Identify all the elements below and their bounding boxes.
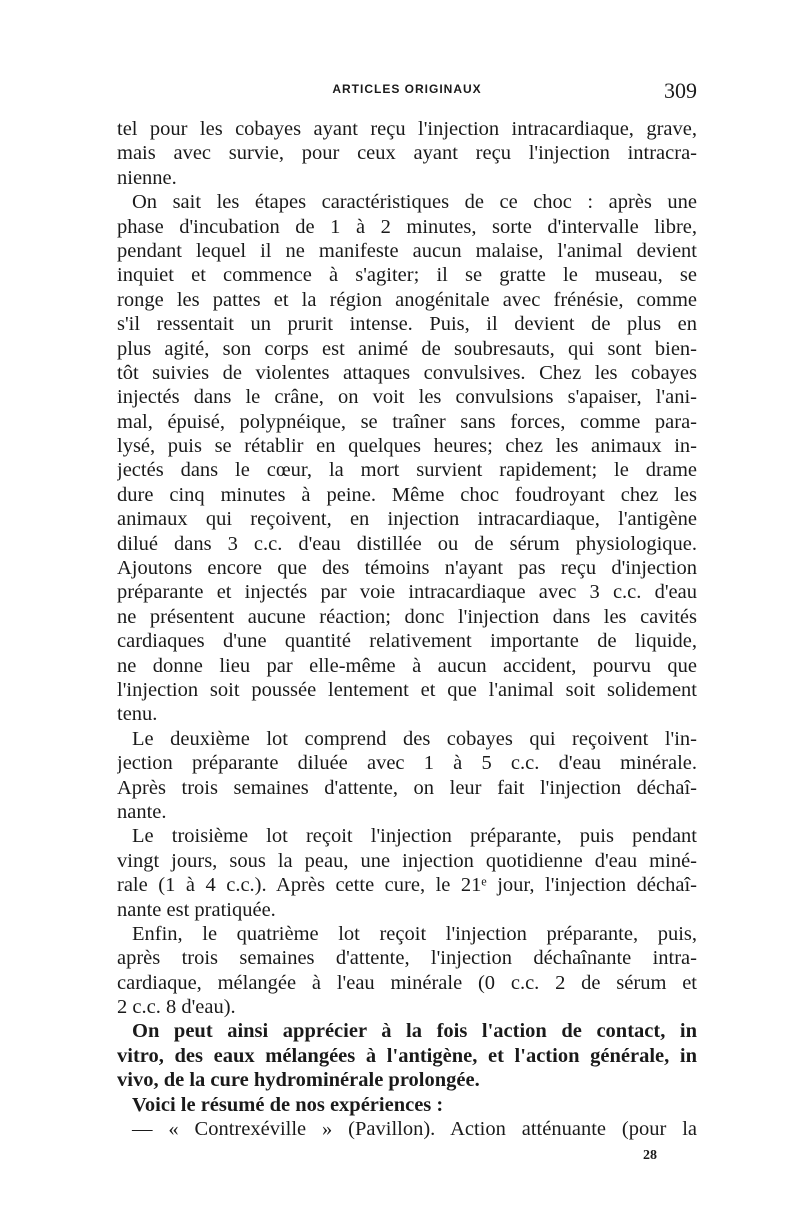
text-line: mal, épuisé, polypnéique, se traîner sans forces, comme para-: [117, 410, 697, 433]
text-line: On peut ainsi apprécier à la fois l'action de contact, in: [132, 1020, 697, 1043]
text-line: préparante et injectés par voie intracardiaque avec 3 c.c. d'eau: [117, 581, 697, 604]
text-line: pendant lequel il ne manifeste aucun malaise, l'animal devient: [117, 239, 697, 262]
text-line: tel pour les cobayes ayant reçu l'injection intracardiaque, grave,: [117, 118, 697, 140]
text-line: — « Contrexéville » (Pavillon). Action atténuante (pour la: [132, 1118, 697, 1141]
text-line: ronge les pattes et la région anogénitale avec frénésie, comme: [117, 288, 697, 311]
text-line: dilué dans 3 c.c. d'eau distillée ou de sérum physiologique.: [117, 532, 697, 555]
text-line: Le troisième lot reçoit l'injection préparante, puis pendant: [132, 825, 697, 848]
text-line: jection préparante diluée avec 1 à 5 c.c. d'eau minérale.: [117, 752, 697, 775]
text-line: s'il ressentait un prurit intense. Puis, il devient de plus en: [117, 313, 697, 336]
text-line: tôt suivies de violentes attaques convulsives. Chez les cobayes: [117, 361, 697, 384]
text-line: tenu.: [117, 703, 158, 726]
text-line: inquiet et commence à s'agiter; il se gratte le museau, se: [117, 264, 697, 287]
text-line: rale (1 à 4 c.c.). Après cette cure, le 21ᵉ jour, l'injection déchaî-: [117, 874, 697, 897]
text-line: cardiaques d'une quantité relativement importante de liquide,: [117, 630, 697, 653]
text-line: lysé, puis se rétablir en quelques heures; chez les animaux in-: [117, 435, 697, 458]
text-line: Le deuxième lot comprend des cobayes qui reçoivent l'in-: [132, 727, 697, 750]
body-text: [117, 117, 697, 1141]
text-line: Enfin, le quatrième lot reçoit l'injection préparante, puis,: [132, 922, 697, 945]
signature-mark: 28: [643, 1148, 657, 1163]
text-line: mais avec survie, pour ceux ayant reçu l'injection intracra-: [117, 142, 697, 165]
text-line: On sait les étapes caractéristiques de ce choc : après une: [132, 191, 697, 214]
text-line: vivo, de la cure hydrominérale prolongée.: [117, 1069, 480, 1092]
text-line: nienne.: [117, 166, 177, 189]
text-line: injectés dans le crâne, on voit les convulsions s'apaiser, l'ani-: [117, 386, 697, 409]
text-line: plus agité, son corps est animé de soubresauts, qui sont bien-: [117, 337, 697, 360]
text-line: après trois semaines d'attente, l'injection déchaînante intra-: [117, 947, 697, 970]
running-title: ARTICLES ORIGINAUX: [332, 82, 482, 96]
text-line: vingt jours, sous la peau, une injection quotidienne d'eau miné-: [117, 849, 697, 872]
text-line: phase d'incubation de 1 à 2 minutes, sorte d'intervalle libre,: [117, 215, 697, 238]
text-line: nante.: [117, 800, 167, 823]
text-line: Voici le résumé de nos expériences :: [132, 1093, 444, 1116]
text-line: animaux qui reçoivent, en injection intracardiaque, l'antigène: [117, 508, 697, 531]
running-header: [117, 78, 697, 102]
text-line: nante est pratiquée.: [117, 898, 276, 921]
page-number: 309: [664, 78, 697, 103]
text-line: Ajoutons encore que des témoins n'ayant pas reçu d'injection: [117, 557, 697, 580]
text-line: 2 c.c. 8 d'eau).: [117, 996, 236, 1019]
text-line: dure cinq minutes à peine. Même choc foudroyant chez les: [117, 483, 697, 506]
text-line: ne donne lieu par elle-même à aucun accident, pourvu que: [117, 654, 697, 677]
text-line: l'injection soit poussée lentement et que l'animal soit solidement: [117, 678, 697, 701]
text-line: ne présentent aucune réaction; donc l'injection dans les cavités: [117, 605, 697, 628]
text-line: vitro, des eaux mélangées à l'antigène, et l'action générale, in: [117, 1044, 697, 1067]
text-line: jectés dans le cœur, la mort survient rapidement; le drame: [117, 459, 697, 482]
text-line: cardiaque, mélangée à l'eau minérale (0 c.c. 2 de sérum et: [117, 971, 697, 994]
text-line: Après trois semaines d'attente, on leur fait l'injection déchaî-: [117, 776, 697, 799]
